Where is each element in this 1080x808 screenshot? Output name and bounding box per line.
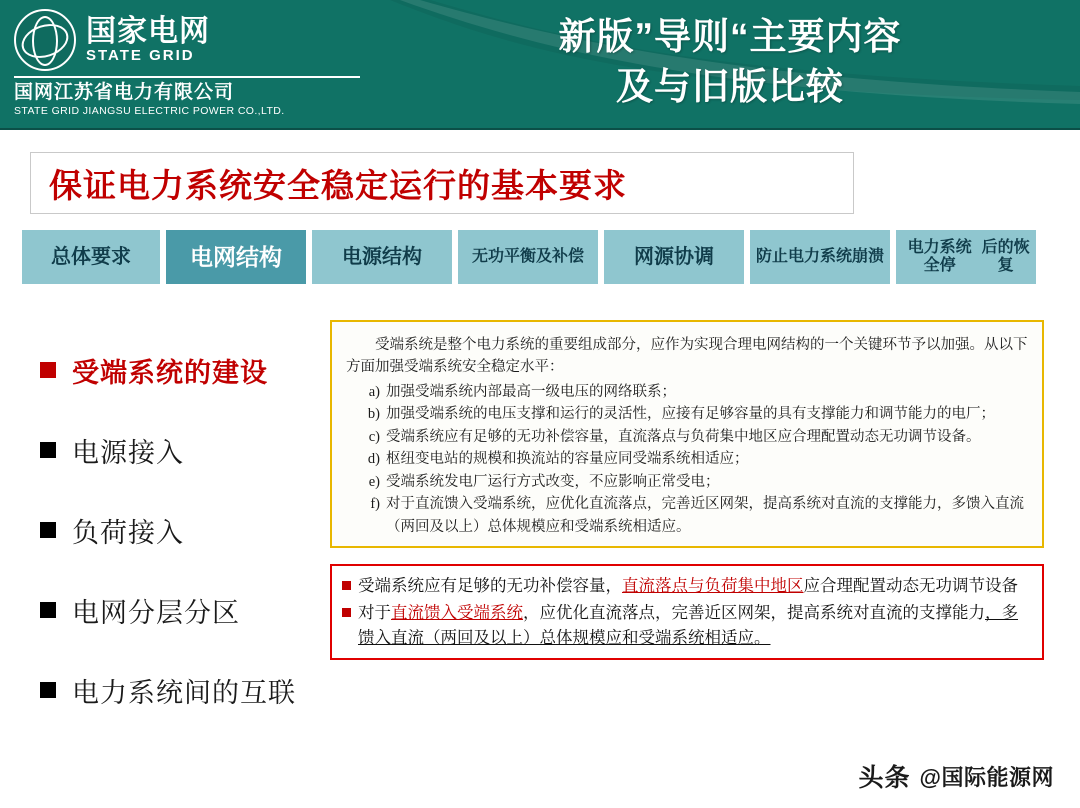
list-item[interactable] — [40, 490, 340, 570]
slide-header — [0, 0, 1080, 130]
logo-company-name-cn: 国家电网 — [86, 14, 210, 48]
change-item-2-part1: 对于 — [358, 603, 391, 622]
state-grid-logo — [8, 8, 368, 120]
excerpt-item-marker: b) — [367, 406, 380, 423]
change-item-text — [358, 601, 1032, 651]
tab-grid-structure[interactable]: 电网结构 — [166, 230, 306, 284]
excerpt-item-marker: f) — [370, 496, 380, 513]
logo-subsidiary-en: STATE GRID JIANGSU ELECTRIC POWER CO.,LTD. — [14, 105, 285, 118]
change-item-1-part2: 应合理配置动态无功调节设备 — [803, 577, 1018, 595]
list-item[interactable] — [40, 330, 340, 410]
bullet-square-icon — [342, 608, 351, 617]
toutiao-logo: 头条 — [858, 764, 911, 792]
change-item-text — [358, 574, 1032, 599]
slide-title-box — [30, 152, 854, 214]
excerpt-item — [346, 448, 1028, 470]
excerpt-intro-paragraph: 受端系统是整个电力系统的重要组成部分，应作为实现合理电网结构的一个关键环节予以加强。从以下方面加强受端系统安全稳定水平： — [346, 337, 1028, 376]
section-tab-bar[interactable] — [22, 230, 1066, 284]
logo-company-name-en: STATE GRID — [86, 47, 195, 65]
change-item-2-part3: ，多馈入直流（两回及以上）总体规模应和受端系统相适应。 — [358, 603, 1018, 647]
excerpt-item-text: 加强受端系统的电压支撑和运行的灵活性，应接有足够容量的具有支撑能力和调节能力的电厂； — [386, 406, 995, 423]
excerpt-item-marker: d) — [367, 451, 380, 468]
tab-power-source-structure[interactable]: 电源结构 — [312, 230, 452, 284]
watermark-account-name: @国际能源网 — [919, 764, 1054, 790]
excerpt-item-text: 对于直流馈入受端系统，应优化直流落点，完善近区网架，提高系统对直流的支撑能力，多馈入直流（两回及以上）总体规模应和受端系统相适应。 — [386, 496, 1024, 535]
tab-grid-source-coordination[interactable]: 网源协调 — [604, 230, 744, 284]
list-item-label: 受端系统的建设 — [72, 357, 268, 388]
header-title-line2: 及与旧版比较 — [616, 65, 844, 107]
change-item-2-part2: ，应优化直流落点，完善近区网架，提高系统对直流的支撑能力 — [523, 603, 985, 622]
header-title — [400, 12, 1060, 112]
tab-reactive-power-balance[interactable]: 无功平衡 及补偿 — [458, 230, 598, 284]
change-item-2-underline: 直流馈入受端系统 — [391, 603, 523, 622]
bullet-square-icon — [40, 442, 56, 458]
list-item-label: 电网分层分区 — [72, 597, 240, 628]
excerpt-item — [346, 381, 1028, 403]
header-title-line1: 新版”导则“主要内容 — [558, 16, 902, 57]
bullet-square-icon — [40, 362, 56, 378]
bullet-square-icon — [40, 602, 56, 618]
state-grid-globe-icon — [14, 9, 76, 71]
excerpt-item-text: 受端系统发电厂运行方式改变，不应影响正常受电； — [386, 473, 720, 490]
slide-title: 保证电力系统安全稳定运行的基本要求 — [49, 166, 627, 204]
excerpt-item — [346, 426, 1028, 448]
change-item-1-underline: 直流落点与负荷集中地区 — [622, 577, 804, 595]
excerpt-item — [346, 403, 1028, 425]
topic-list — [40, 330, 340, 730]
watermark — [859, 758, 1054, 794]
excerpt-item — [346, 471, 1028, 493]
excerpt-item-marker: e) — [368, 473, 380, 490]
logo-divider — [14, 76, 360, 78]
bullet-square-icon — [342, 581, 351, 590]
excerpt-item-marker: c) — [368, 428, 380, 445]
change-item — [342, 574, 1032, 599]
tab-blackout-restoration[interactable]: 电力系统全停 后的恢复 — [896, 230, 1036, 284]
excerpt-item-marker: a) — [368, 383, 380, 400]
excerpt-item-text: 枢纽变电站的规模和换流站的容量应同受端系统相适应； — [386, 451, 749, 468]
bullet-square-icon — [40, 522, 56, 538]
logo-top-row — [8, 9, 368, 71]
list-item-label: 电源接入 — [72, 437, 184, 468]
standard-text-excerpt-box — [330, 320, 1044, 548]
excerpt-item — [346, 493, 1028, 538]
list-item-label: 电力系统间的互联 — [72, 677, 296, 708]
tab-prevent-system-collapse[interactable]: 防止电力 系统崩溃 — [750, 230, 890, 284]
list-item-label: 负荷接入 — [72, 517, 184, 548]
change-item — [342, 601, 1032, 651]
logo-subsidiary-cn: 国网江苏省电力有限公司 — [14, 82, 235, 104]
bullet-square-icon — [40, 682, 56, 698]
highlighted-changes-box — [330, 564, 1044, 660]
tab-overall-requirements[interactable]: 总体要求 — [22, 230, 160, 284]
list-item[interactable] — [40, 410, 340, 490]
excerpt-item-text: 受端系统应有足够的无功补偿容量，直流落点与负荷集中地区应合理配置动态无功调节设备。 — [386, 428, 981, 445]
change-item-1-part1: 受端系统应有足够的无功补偿容量， — [358, 577, 622, 595]
list-item[interactable] — [40, 570, 340, 650]
excerpt-item-text: 加强受端系统内部最高一级电压的网络联系； — [386, 383, 676, 400]
list-item[interactable] — [40, 650, 340, 730]
